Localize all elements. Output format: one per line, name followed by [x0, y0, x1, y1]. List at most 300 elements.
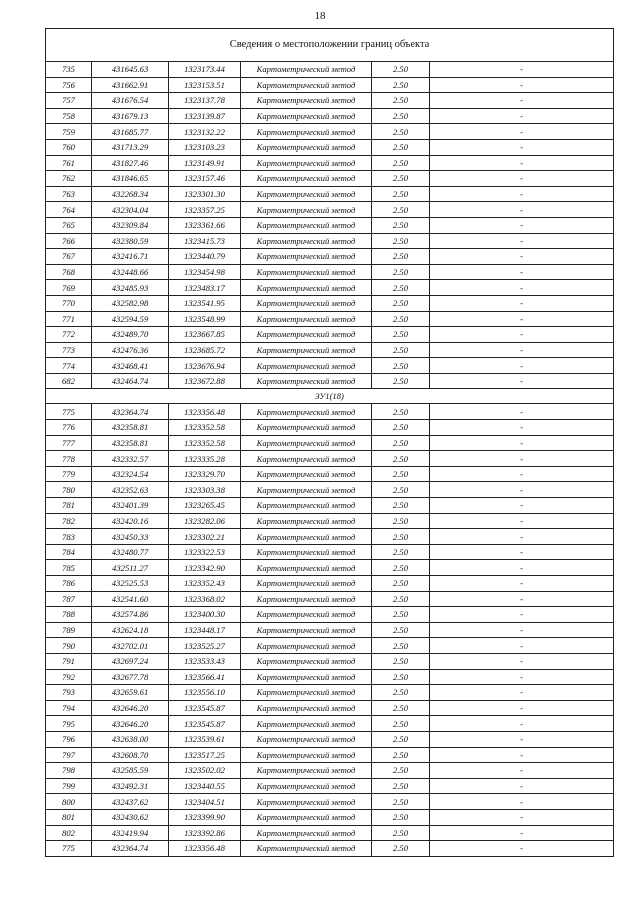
y-coordinate-cell: 1323368.02: [169, 591, 241, 607]
method-cell: Картометрический метод: [241, 825, 372, 841]
table-title: Сведения о местоположении границ объекта: [46, 29, 614, 62]
y-coordinate-cell: 1323322.53: [169, 544, 241, 560]
y-coordinate-cell: 1323517.25: [169, 747, 241, 763]
method-cell: Картометрический метод: [241, 638, 372, 654]
description-cell: -: [430, 498, 614, 514]
y-coordinate-cell: 1323149.91: [169, 155, 241, 171]
y-coordinate-cell: 1323685.72: [169, 342, 241, 358]
table-row: [46, 108, 614, 124]
method-cell: Картометрический метод: [241, 513, 372, 529]
method-cell: Картометрический метод: [241, 327, 372, 343]
method-cell: Картометрический метод: [241, 482, 372, 498]
point-number-cell: 780: [46, 482, 92, 498]
point-number-cell: 765: [46, 217, 92, 233]
point-number-cell: 788: [46, 607, 92, 623]
table-row: [46, 139, 614, 155]
table-row: [46, 809, 614, 825]
point-number-cell: 785: [46, 560, 92, 576]
accuracy-cell: 2.50: [372, 358, 430, 374]
point-number-cell: 781: [46, 498, 92, 514]
accuracy-cell: 2.50: [372, 327, 430, 343]
table-row: [46, 544, 614, 560]
y-coordinate-cell: 1323356.48: [169, 841, 241, 857]
accuracy-cell: 2.50: [372, 311, 430, 327]
y-coordinate-cell: 1323483.17: [169, 280, 241, 296]
description-cell: -: [430, 280, 614, 296]
table-row: [46, 420, 614, 436]
method-cell: Картометрический метод: [241, 139, 372, 155]
description-cell: -: [430, 217, 614, 233]
accuracy-cell: 2.50: [372, 700, 430, 716]
accuracy-cell: 2.50: [372, 202, 430, 218]
point-number-cell: 797: [46, 747, 92, 763]
table-row: [46, 700, 614, 716]
accuracy-cell: 2.50: [372, 498, 430, 514]
accuracy-cell: 2.50: [372, 420, 430, 436]
description-cell: -: [430, 108, 614, 124]
y-coordinate-cell: 1323132.22: [169, 124, 241, 140]
table-row: [46, 202, 614, 218]
x-coordinate-cell: 432464.74: [92, 373, 169, 389]
method-cell: Картометрический метод: [241, 420, 372, 436]
x-coordinate-cell: 432364.74: [92, 841, 169, 857]
y-coordinate-cell: 1323301.30: [169, 186, 241, 202]
table-row: [46, 295, 614, 311]
x-coordinate-cell: 431846.65: [92, 171, 169, 187]
x-coordinate-cell: 431679.13: [92, 108, 169, 124]
section-label: ЗУ1(18): [46, 389, 614, 404]
table-row: [46, 435, 614, 451]
x-coordinate-cell: 432702.01: [92, 638, 169, 654]
description-cell: -: [430, 700, 614, 716]
description-cell: -: [430, 731, 614, 747]
x-coordinate-cell: 432480.77: [92, 544, 169, 560]
method-cell: Картометрический метод: [241, 731, 372, 747]
accuracy-cell: 2.50: [372, 171, 430, 187]
y-coordinate-cell: 1323454.98: [169, 264, 241, 280]
point-number-cell: 771: [46, 311, 92, 327]
method-cell: Картометрический метод: [241, 186, 372, 202]
accuracy-cell: 2.50: [372, 249, 430, 265]
description-cell: -: [430, 591, 614, 607]
table-row: [46, 529, 614, 545]
x-coordinate-cell: 432468.41: [92, 358, 169, 374]
point-number-cell: 757: [46, 93, 92, 109]
accuracy-cell: 2.50: [372, 108, 430, 124]
y-coordinate-cell: 1323303.38: [169, 482, 241, 498]
accuracy-cell: 2.50: [372, 77, 430, 93]
table-row: [46, 249, 614, 265]
method-cell: Картометрический метод: [241, 669, 372, 685]
accuracy-cell: 2.50: [372, 186, 430, 202]
table-row: [46, 62, 614, 78]
x-coordinate-cell: 432437.62: [92, 794, 169, 810]
table-row: [46, 93, 614, 109]
point-number-cell: 778: [46, 451, 92, 467]
table-row: [46, 576, 614, 592]
method-cell: Картометрический метод: [241, 809, 372, 825]
method-cell: Картометрический метод: [241, 716, 372, 732]
y-coordinate-cell: 1323335.28: [169, 451, 241, 467]
table-row: [46, 763, 614, 779]
point-number-cell: 735: [46, 62, 92, 78]
method-cell: Картометрический метод: [241, 622, 372, 638]
method-cell: Картометрический метод: [241, 700, 372, 716]
point-number-cell: 759: [46, 124, 92, 140]
x-coordinate-cell: 432450.33: [92, 529, 169, 545]
description-cell: -: [430, 435, 614, 451]
description-cell: -: [430, 825, 614, 841]
accuracy-cell: 2.50: [372, 124, 430, 140]
table-row: [46, 731, 614, 747]
table-row: [46, 685, 614, 701]
x-coordinate-cell: 432638.00: [92, 731, 169, 747]
description-cell: -: [430, 404, 614, 420]
table-row: [46, 233, 614, 249]
accuracy-cell: 2.50: [372, 747, 430, 763]
y-coordinate-cell: 1323282.06: [169, 513, 241, 529]
description-cell: -: [430, 544, 614, 560]
accuracy-cell: 2.50: [372, 280, 430, 296]
accuracy-cell: 2.50: [372, 466, 430, 482]
y-coordinate-cell: 1323440.79: [169, 249, 241, 265]
y-coordinate-cell: 1323137.78: [169, 93, 241, 109]
method-cell: Картометрический метод: [241, 342, 372, 358]
table-row: [46, 358, 614, 374]
table-row: [46, 77, 614, 93]
x-coordinate-cell: 432268.34: [92, 186, 169, 202]
method-cell: Картометрический метод: [241, 607, 372, 623]
y-coordinate-cell: 1323672.88: [169, 373, 241, 389]
accuracy-cell: 2.50: [372, 155, 430, 171]
y-coordinate-cell: 1323533.43: [169, 653, 241, 669]
x-coordinate-cell: 432677.78: [92, 669, 169, 685]
table-row: [46, 466, 614, 482]
table-row: [46, 794, 614, 810]
table-row: [46, 841, 614, 857]
method-cell: Картометрический метод: [241, 451, 372, 467]
y-coordinate-cell: 1323667.85: [169, 327, 241, 343]
method-cell: Картометрический метод: [241, 311, 372, 327]
method-cell: Картометрический метод: [241, 763, 372, 779]
method-cell: Картометрический метод: [241, 171, 372, 187]
y-coordinate-cell: 1323539.61: [169, 731, 241, 747]
table-row: [46, 716, 614, 732]
page-number: 18: [314, 10, 326, 22]
x-coordinate-cell: 432380.59: [92, 233, 169, 249]
accuracy-cell: 2.50: [372, 794, 430, 810]
y-coordinate-cell: 1323392.86: [169, 825, 241, 841]
table-row: [46, 342, 614, 358]
table-row: [46, 124, 614, 140]
y-coordinate-cell: 1323545.87: [169, 716, 241, 732]
x-coordinate-cell: 432358.81: [92, 435, 169, 451]
method-cell: Картометрический метод: [241, 62, 372, 78]
accuracy-cell: 2.50: [372, 217, 430, 233]
description-cell: -: [430, 622, 614, 638]
point-number-cell: 777: [46, 435, 92, 451]
accuracy-cell: 2.50: [372, 622, 430, 638]
y-coordinate-cell: 1323541.95: [169, 295, 241, 311]
point-number-cell: 775: [46, 404, 92, 420]
description-cell: -: [430, 358, 614, 374]
method-cell: Картометрический метод: [241, 124, 372, 140]
point-number-cell: 783: [46, 529, 92, 545]
description-cell: -: [430, 373, 614, 389]
point-number-cell: 772: [46, 327, 92, 343]
method-cell: Картометрический метод: [241, 217, 372, 233]
accuracy-cell: 2.50: [372, 482, 430, 498]
description-cell: -: [430, 809, 614, 825]
accuracy-cell: 2.50: [372, 763, 430, 779]
description-cell: -: [430, 233, 614, 249]
point-number-cell: 782: [46, 513, 92, 529]
description-cell: -: [430, 295, 614, 311]
x-coordinate-cell: 432430.62: [92, 809, 169, 825]
table-row: [46, 669, 614, 685]
y-coordinate-cell: 1323139.87: [169, 108, 241, 124]
point-number-cell: 792: [46, 669, 92, 685]
y-coordinate-cell: 1323357.25: [169, 202, 241, 218]
description-cell: -: [430, 778, 614, 794]
method-cell: Картометрический метод: [241, 498, 372, 514]
point-number-cell: 775: [46, 841, 92, 857]
accuracy-cell: 2.50: [372, 653, 430, 669]
method-cell: Картометрический метод: [241, 544, 372, 560]
description-cell: -: [430, 607, 614, 623]
description-cell: -: [430, 763, 614, 779]
accuracy-cell: 2.50: [372, 451, 430, 467]
method-cell: Картометрический метод: [241, 435, 372, 451]
description-cell: -: [430, 669, 614, 685]
description-cell: -: [430, 685, 614, 701]
x-coordinate-cell: 432309.84: [92, 217, 169, 233]
table-title-row: [46, 29, 614, 62]
method-cell: Картометрический метод: [241, 155, 372, 171]
x-coordinate-cell: 432364.74: [92, 404, 169, 420]
x-coordinate-cell: 431713.29: [92, 139, 169, 155]
boundary-table: [45, 28, 614, 857]
y-coordinate-cell: 1323173.44: [169, 62, 241, 78]
method-cell: Картометрический метод: [241, 358, 372, 374]
description-cell: -: [430, 653, 614, 669]
method-cell: Картометрический метод: [241, 264, 372, 280]
table-row: [46, 311, 614, 327]
method-cell: Картометрический метод: [241, 404, 372, 420]
description-cell: -: [430, 155, 614, 171]
y-coordinate-cell: 1323548.99: [169, 311, 241, 327]
x-coordinate-cell: 432324.54: [92, 466, 169, 482]
point-number-cell: 793: [46, 685, 92, 701]
description-cell: -: [430, 77, 614, 93]
table-row: [46, 264, 614, 280]
description-cell: -: [430, 638, 614, 654]
method-cell: Картометрический метод: [241, 841, 372, 857]
y-coordinate-cell: 1323302.21: [169, 529, 241, 545]
x-coordinate-cell: 432448.66: [92, 264, 169, 280]
point-number-cell: 758: [46, 108, 92, 124]
table-row: [46, 560, 614, 576]
x-coordinate-cell: 431827.46: [92, 155, 169, 171]
y-coordinate-cell: 1323440.55: [169, 778, 241, 794]
method-cell: Картометрический метод: [241, 778, 372, 794]
accuracy-cell: 2.50: [372, 435, 430, 451]
point-number-cell: 796: [46, 731, 92, 747]
point-number-cell: 789: [46, 622, 92, 638]
method-cell: Картометрический метод: [241, 93, 372, 109]
y-coordinate-cell: 1323545.87: [169, 700, 241, 716]
accuracy-cell: 2.50: [372, 233, 430, 249]
x-coordinate-cell: 432489.70: [92, 327, 169, 343]
x-coordinate-cell: 432594.59: [92, 311, 169, 327]
table-row: [46, 825, 614, 841]
point-number-cell: 773: [46, 342, 92, 358]
point-number-cell: 774: [46, 358, 92, 374]
description-cell: -: [430, 466, 614, 482]
description-cell: -: [430, 420, 614, 436]
table-row: [46, 653, 614, 669]
accuracy-cell: 2.50: [372, 576, 430, 592]
accuracy-cell: 2.50: [372, 731, 430, 747]
method-cell: Картометрический метод: [241, 685, 372, 701]
accuracy-cell: 2.50: [372, 264, 430, 280]
point-number-cell: 769: [46, 280, 92, 296]
accuracy-cell: 2.50: [372, 373, 430, 389]
x-coordinate-cell: 432416.71: [92, 249, 169, 265]
method-cell: Картометрический метод: [241, 591, 372, 607]
accuracy-cell: 2.50: [372, 560, 430, 576]
description-cell: -: [430, 716, 614, 732]
x-coordinate-cell: 432697.24: [92, 653, 169, 669]
point-number-cell: 770: [46, 295, 92, 311]
description-cell: -: [430, 124, 614, 140]
accuracy-cell: 2.50: [372, 295, 430, 311]
x-coordinate-cell: 432304.04: [92, 202, 169, 218]
x-coordinate-cell: 432401.39: [92, 498, 169, 514]
description-cell: -: [430, 249, 614, 265]
method-cell: Картометрический метод: [241, 202, 372, 218]
description-cell: -: [430, 560, 614, 576]
y-coordinate-cell: 1323400.30: [169, 607, 241, 623]
y-coordinate-cell: 1323361.66: [169, 217, 241, 233]
method-cell: Картометрический метод: [241, 373, 372, 389]
description-cell: -: [430, 62, 614, 78]
x-coordinate-cell: 432525.53: [92, 576, 169, 592]
method-cell: Картометрический метод: [241, 233, 372, 249]
point-number-cell: 800: [46, 794, 92, 810]
description-cell: -: [430, 794, 614, 810]
x-coordinate-cell: 432659.61: [92, 685, 169, 701]
point-number-cell: 787: [46, 591, 92, 607]
accuracy-cell: 2.50: [372, 591, 430, 607]
y-coordinate-cell: 1323342.90: [169, 560, 241, 576]
description-cell: -: [430, 529, 614, 545]
x-coordinate-cell: 432492.31: [92, 778, 169, 794]
x-coordinate-cell: 432485.93: [92, 280, 169, 296]
accuracy-cell: 2.50: [372, 809, 430, 825]
y-coordinate-cell: 1323399.90: [169, 809, 241, 825]
x-coordinate-cell: 432332.57: [92, 451, 169, 467]
method-cell: Картометрический метод: [241, 466, 372, 482]
point-number-cell: 779: [46, 466, 92, 482]
point-number-cell: 776: [46, 420, 92, 436]
table-row: [46, 373, 614, 389]
method-cell: Картометрический метод: [241, 280, 372, 296]
x-coordinate-cell: 432646.20: [92, 700, 169, 716]
accuracy-cell: 2.50: [372, 841, 430, 857]
point-number-cell: 766: [46, 233, 92, 249]
x-coordinate-cell: 432419.94: [92, 825, 169, 841]
method-cell: Картометрический метод: [241, 560, 372, 576]
x-coordinate-cell: 432420.16: [92, 513, 169, 529]
point-number-cell: 784: [46, 544, 92, 560]
table-row: [46, 327, 614, 343]
point-number-cell: 756: [46, 77, 92, 93]
y-coordinate-cell: 1323352.58: [169, 435, 241, 451]
x-coordinate-cell: 431685.77: [92, 124, 169, 140]
x-coordinate-cell: 432352.63: [92, 482, 169, 498]
table-row: [46, 591, 614, 607]
description-cell: -: [430, 171, 614, 187]
x-coordinate-cell: 432358.81: [92, 420, 169, 436]
table-row: [46, 155, 614, 171]
accuracy-cell: 2.50: [372, 825, 430, 841]
accuracy-cell: 2.50: [372, 607, 430, 623]
table-row: [46, 404, 614, 420]
table-row: [46, 217, 614, 233]
y-coordinate-cell: 1323676.94: [169, 358, 241, 374]
accuracy-cell: 2.50: [372, 404, 430, 420]
accuracy-cell: 2.50: [372, 529, 430, 545]
table-row: [46, 498, 614, 514]
y-coordinate-cell: 1323448.17: [169, 622, 241, 638]
point-number-cell: 794: [46, 700, 92, 716]
description-cell: -: [430, 311, 614, 327]
x-coordinate-cell: 431645.63: [92, 62, 169, 78]
accuracy-cell: 2.50: [372, 716, 430, 732]
accuracy-cell: 2.50: [372, 139, 430, 155]
table-row: [46, 280, 614, 296]
point-number-cell: 682: [46, 373, 92, 389]
x-coordinate-cell: 432574.86: [92, 607, 169, 623]
boundary-table-container: [45, 28, 613, 857]
method-cell: Картометрический метод: [241, 77, 372, 93]
accuracy-cell: 2.50: [372, 93, 430, 109]
description-cell: -: [430, 202, 614, 218]
description-cell: -: [430, 513, 614, 529]
y-coordinate-cell: 1323525.27: [169, 638, 241, 654]
accuracy-cell: 2.50: [372, 513, 430, 529]
description-cell: -: [430, 139, 614, 155]
x-coordinate-cell: 432582.98: [92, 295, 169, 311]
point-number-cell: 790: [46, 638, 92, 654]
point-number-cell: 802: [46, 825, 92, 841]
y-coordinate-cell: 1323502.02: [169, 763, 241, 779]
y-coordinate-cell: 1323103.23: [169, 139, 241, 155]
method-cell: Картометрический метод: [241, 794, 372, 810]
x-coordinate-cell: 432541.60: [92, 591, 169, 607]
table-row: [46, 513, 614, 529]
table-row: [46, 482, 614, 498]
description-cell: -: [430, 264, 614, 280]
method-cell: Картометрический метод: [241, 295, 372, 311]
x-coordinate-cell: 431662.91: [92, 77, 169, 93]
description-cell: -: [430, 186, 614, 202]
point-number-cell: 786: [46, 576, 92, 592]
table-row: [46, 778, 614, 794]
accuracy-cell: 2.50: [372, 669, 430, 685]
x-coordinate-cell: 432585.59: [92, 763, 169, 779]
